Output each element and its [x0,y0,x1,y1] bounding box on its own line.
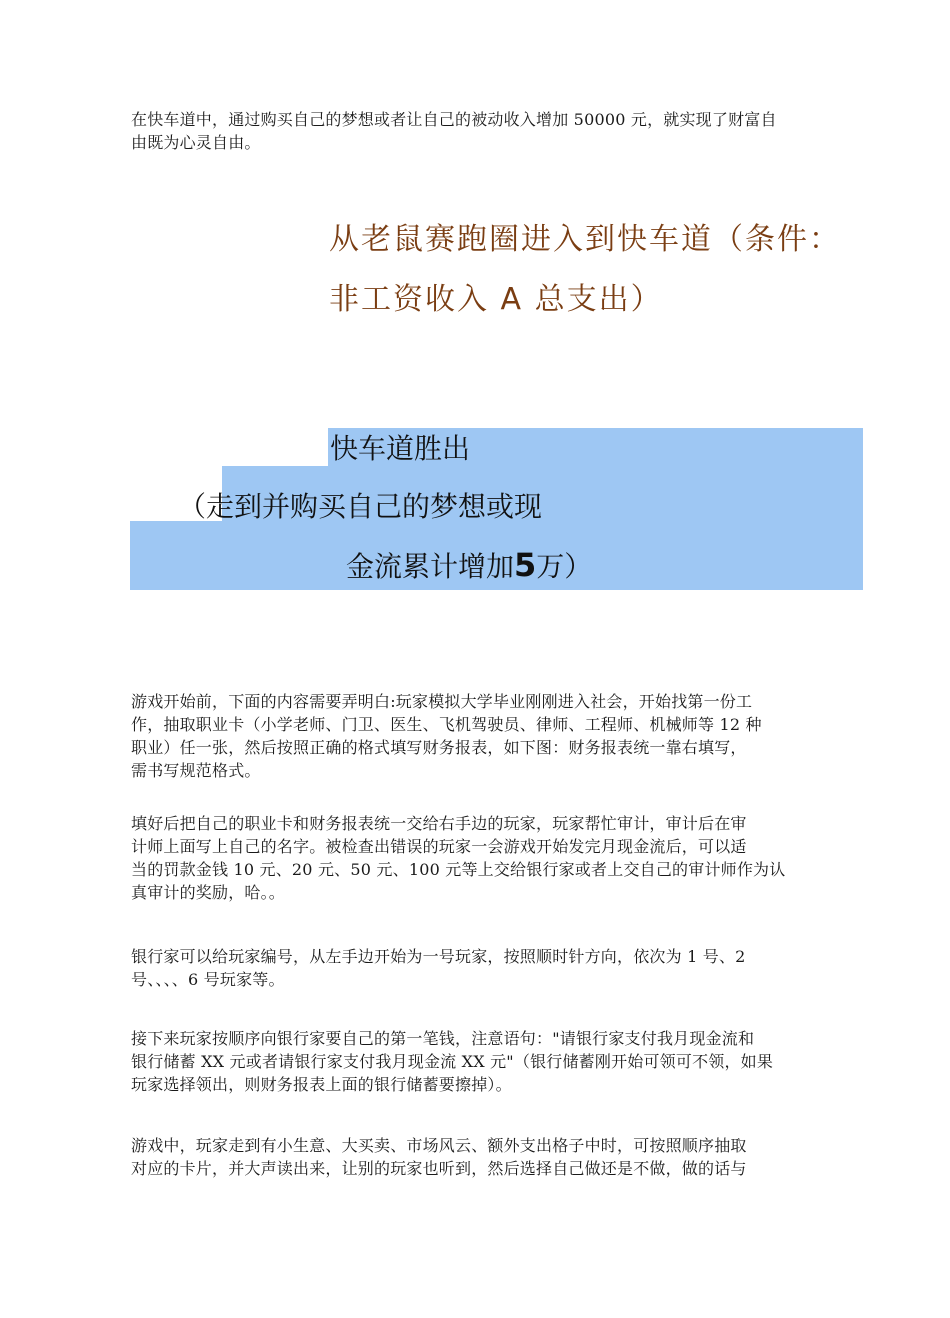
paragraph-line: 游戏中，玩家走到有小生意、大买卖、市场风云、额外支出格子中时，可按照顺序抽取 [131,1136,747,1155]
intro-line-2: 由既为心灵自由。 [131,133,261,152]
paragraph-line: 真审计的奖励，哈。。 [131,883,286,902]
paragraph-gameplay [131,1134,861,1180]
paragraph-first-money [131,1027,861,1096]
paragraph-line: 当的罚款金钱 10 元、20 元、50 元、100 元等上交给银行家或者上交自己的审计师作为认 [131,860,786,879]
paragraph-line: 号、、、、6 号玩家等。 [131,970,285,989]
paragraph-audit [131,812,861,904]
paragraph-line: 需书写规范格式。 [131,761,261,780]
banner-line-3-number: 5 [514,546,537,584]
banner-line-3-prefix: 金流累计增加 [346,550,515,583]
paragraph-line: 作，抽取职业卡（小学老师、门卫、医生、飞机驾驶员、律师、工程师、机械师等 12 种 [131,715,762,734]
banner-line-2: （走到并购买自己的梦想或现 [178,490,543,523]
intro-paragraph [131,108,861,154]
banner-line-3 [346,548,592,584]
paragraph-line: 银行储蓄 XX 元或者请银行家支付我月现金流 XX 元"（银行储蓄刚开始可领可不领，如果 [131,1052,774,1071]
heading-line-1: 从老鼠赛跑圈进入到快车道（条件： [329,222,841,257]
paragraph-line: 职业）任一张，然后按照正确的格式填写财务报表，如下图：财务报表统一靠右填写， [131,738,747,757]
paragraph-line: 玩家选择领出，则财务报表上面的银行储蓄要擦掉）。 [131,1075,512,1094]
intro-line-1: 在快车道中，通过购买自己的梦想或者让自己的被动收入增加 50000 元，就实现了财富自 [131,110,777,129]
banner-line-3-suffix: 万） [536,550,593,583]
paragraph-line: 银行家可以给玩家编号，从左手边开始为一号玩家，按照顺时针方向，依次为 1 号、2 [131,947,746,966]
paragraph-line: 游戏开始前，下面的内容需要弄明白:玩家模拟大学毕业刚刚进入社会，开始找第一份工 [131,692,753,711]
paragraph-line: 计师上面写上自己的名字。被检查出错误的玩家一会游戏开始发完月现金流后，可以适 [131,837,747,856]
paragraph-numbering [131,945,861,991]
heading-line-2: 非工资收入 A 总支出） [329,282,663,317]
paragraph-line: 对应的卡片，并大声读出来，让别的玩家也听到，然后选择自己做还是不做，做的话与 [131,1159,747,1178]
paragraph-rules-intro [131,690,861,782]
paragraph-line: 接下来玩家按顺序向银行家要自己的第一笔钱，注意语句："请银行家支付我月现金流和 [131,1029,755,1048]
paragraph-line: 填好后把自己的职业卡和财务报表统一交给右手边的玩家，玩家帮忙审计，审计后在审 [131,814,747,833]
banner-line-1: 快车道胜出 [330,432,471,465]
